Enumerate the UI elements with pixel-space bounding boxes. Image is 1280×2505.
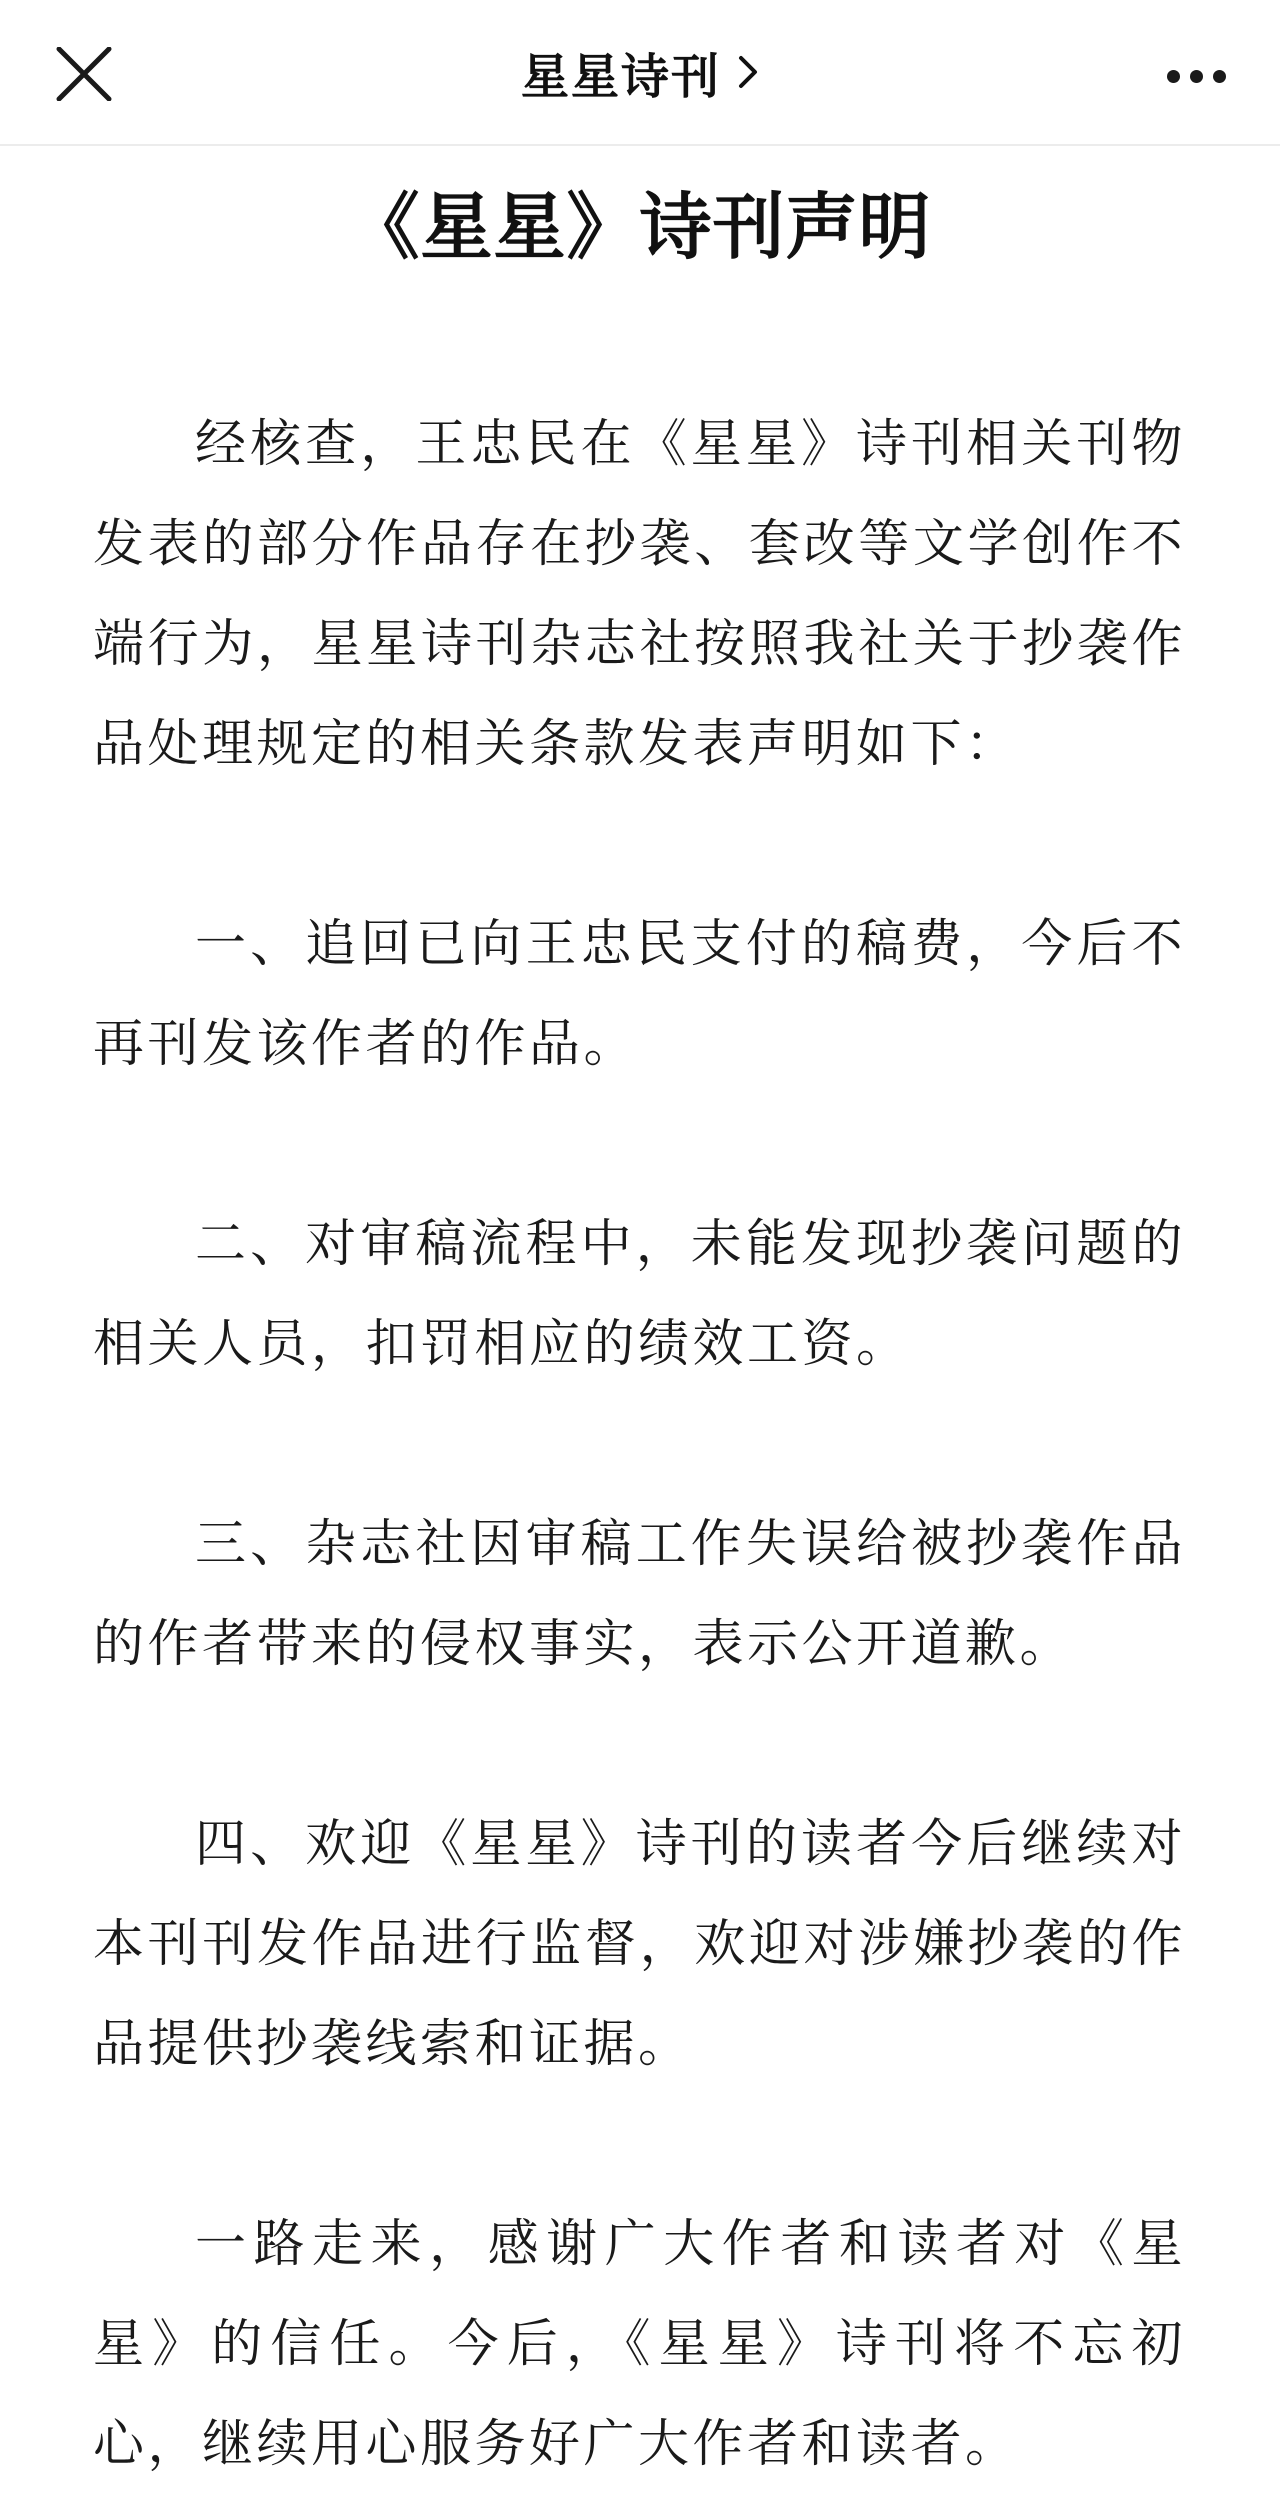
account-title-button[interactable] [521, 38, 759, 107]
close-button[interactable] [48, 38, 120, 110]
article-paragraph-1: 经核查，王忠民在《星星》诗刊相关刊物发表的部分作品存在抄袭、套改等文学创作不端行为，星星诗刊杂志社按照我社关于抄袭作品处理规定的相关条款发表声明如下： [93, 415, 1186, 772]
article-paragraph-5: 四、欢迎《星星》诗刊的读者今后继续对本刊刊发作品进行监督，欢迎对涉嫌抄袭的作品提供抄袭线索和证据。 [93, 1815, 1186, 2072]
article-title: 《星星》诗刊声明 [347, 188, 932, 268]
more-icon-dot-2 [1190, 70, 1203, 83]
chevron-right-icon [737, 54, 759, 90]
article-paragraph-3: 二、对审稿流程中，未能发现抄袭问题的相关人员，扣罚相应的绩效工资。 [93, 1215, 1186, 1372]
article-body [0, 168, 1280, 2504]
article-paragraph-4: 三、杂志社因审稿工作失误给被抄袭作品的作者带来的侵权事实，表示公开道歉。 [93, 1515, 1186, 1672]
more-icon-dot-3 [1213, 70, 1226, 83]
article-paragraph-2: 一、追回已向王忠民支付的稿费，今后不再刊发该作者的作品。 [93, 915, 1186, 1072]
close-icon [56, 47, 112, 101]
more-button[interactable] [1161, 44, 1232, 108]
article-paragraph-6: 一路走来，感谢广大作者和读者对《星星》的信任。今后，《星星》诗刊将不忘初心，继续用心服务好广大作者和读者。 [93, 2215, 1186, 2472]
more-icon-dot-1 [1167, 70, 1180, 83]
navbar [0, 0, 1280, 146]
account-title-label: 星星诗刊 [520, 50, 721, 104]
